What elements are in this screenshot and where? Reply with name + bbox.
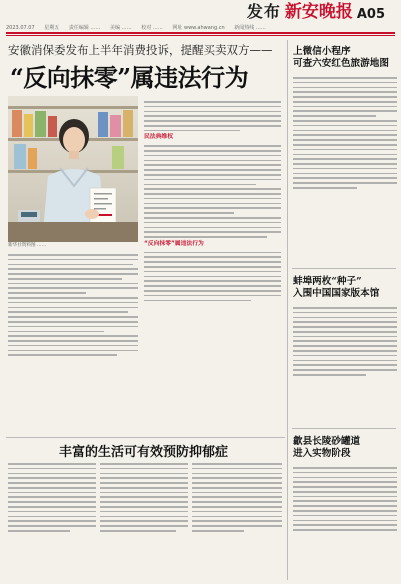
bottom-body-col2 [100,460,188,580]
designer-credit: 美编 …… [110,25,132,31]
header-meta [6,24,396,31]
sidebar-separator-1 [292,268,396,269]
bottom-body-col1 [8,460,96,580]
lead-body-col2 [144,98,281,438]
lead-headline: “反向抹零”属违法行为 [10,63,249,92]
page-header [0,0,401,40]
sidebar-story2-title [293,276,397,300]
sidebar-story1-body [293,74,397,264]
section-name: 发布 [246,2,281,21]
photo-illustration [8,96,138,242]
lead-subhead-1: 民法典维权 [144,134,173,141]
sidebar-story2-title-line1: 蚌埠两枚“种子” [293,276,362,287]
masthead [247,2,385,22]
column-separator [287,40,288,580]
sidebar-story3-title [293,436,397,460]
website: 网址 www.ahwang.cn [172,25,225,31]
page-number: A05 [356,7,385,22]
header-rule-thin [6,35,395,36]
newspaper-logo: 新安晚报 [284,2,353,22]
sidebar-story3-body [293,464,397,580]
lead-photo [8,96,138,242]
editor-credit: 责任编辑 …… [68,25,101,31]
bottom-body-col3 [192,460,282,580]
bottom-separator [6,437,285,438]
sidebar-separator-2 [292,428,396,429]
bottom-headline: 丰富的生活可有效预防抑郁症 [58,445,228,460]
sidebar-story3-title-line1: 歙县长陵砂罐道 [293,436,361,447]
sidebar-story2-title-line2: 入围中国国家版本馆 [293,288,380,299]
lead-kicker: 安徽消保委发布上半年消费投诉，提醒买卖双方—— [8,43,273,57]
sidebar-story1-title-line1: 上微信小程序 [293,46,351,57]
sidebar-story1-title-line2: 可查六安红色旅游地图 [293,58,389,69]
header-rule [6,32,395,34]
proof-credit: 校对 …… [141,25,163,31]
news-hotline: 新闻热线 …… [234,25,266,31]
lead-body-col1 [8,251,138,437]
lead-subhead-3: “反向抹零”属违法行为 [144,240,204,247]
sidebar-story1-title [293,46,397,70]
sidebar-story2-body [293,304,397,424]
issue-date: 2023.07.07 [6,25,35,31]
issue-weekday: 星期五 [44,25,60,31]
photo-caption: 新华社资料图 …… [8,243,47,248]
sidebar-story3-title-line2: 进入实物阶段 [293,448,351,459]
